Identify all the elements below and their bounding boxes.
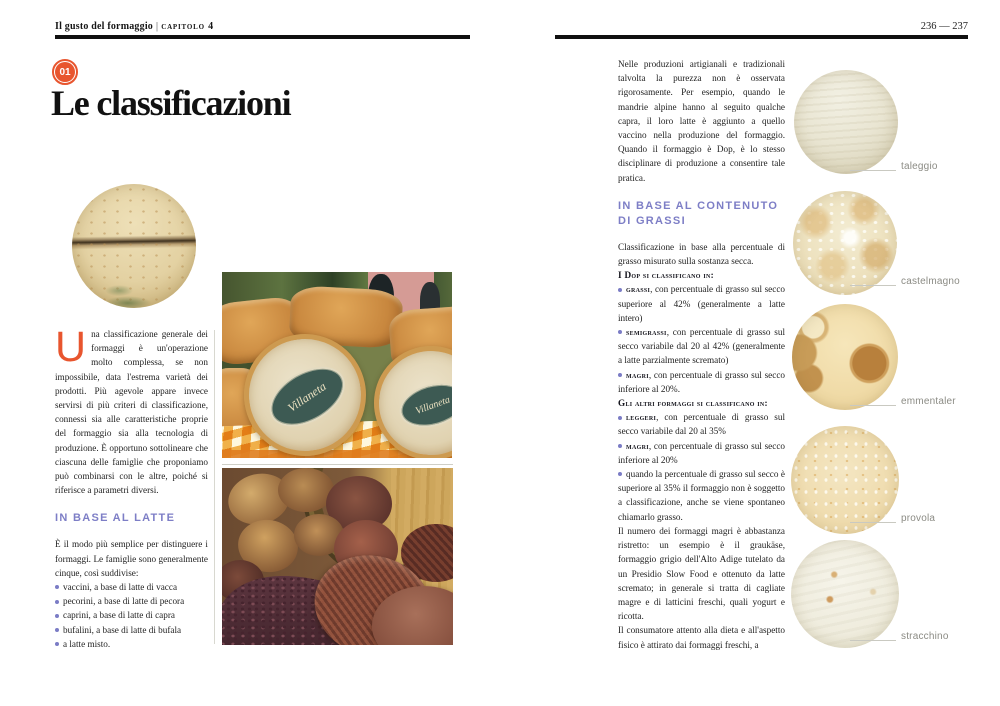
bullet-text: quando la percentuale di grasso sul secco è superiore al 35% il formaggio non è soggetto a classificazione, anche se viene spontaneo chiamarlo grasso. xyxy=(618,469,785,522)
bullet-dot xyxy=(618,416,622,420)
heading-line: IN BASE AL CONTENUTO xyxy=(618,199,779,212)
header-rule-right xyxy=(555,35,968,39)
cheese-wedge-photo xyxy=(72,184,196,308)
bullet-text: , con percentuale di grasso sul secco inferiore al 20% xyxy=(618,440,785,465)
intro-text: na classificazione generale dei formaggi è un'operazione molto complessa, se non impossibile, data l'estrema varietà dei prodotti. Più agevole appare invece servirsi di più criteri di classificazione, connessi sia alle caratteristiche proprie del formaggio sia alla tecnologia di produzione. È opportuno sottolineare che ciascuna delle famiglie che proponiamo può combinarsi con le altre, poiché si riferisce a parametri diversi. xyxy=(55,329,208,496)
cheese-photo-emmentaler xyxy=(792,304,898,410)
bullet-term: magri xyxy=(626,369,649,380)
photo-divider-hairline xyxy=(222,464,453,465)
cheese-brand-label xyxy=(394,376,452,435)
bullet-term: leggeri xyxy=(626,412,657,423)
milk-lead-paragraph: È il modo più semplice per distinguere i formaggi. Le famiglie sono generalmente cinque, così suddivise: xyxy=(55,539,208,578)
bullet-item xyxy=(618,368,785,396)
bullet-term: magri xyxy=(626,440,649,451)
bullet-text: bufalini, a base di latte di bufala xyxy=(63,624,182,635)
caption-text: provola xyxy=(901,513,936,524)
caption-emmentaler xyxy=(850,396,956,407)
other-classification-intro: Gli altri formaggi si classificano in: xyxy=(618,398,768,409)
cheese-brand-text: Villaneta xyxy=(414,393,452,417)
bullet-dot xyxy=(618,444,622,448)
column-divider-rule xyxy=(214,330,215,644)
bullet-dot xyxy=(55,628,59,632)
caption-text: castelmagno xyxy=(901,276,960,287)
section-number: 01 xyxy=(55,62,75,82)
header-rule-left xyxy=(55,35,470,39)
paragraph: Il numero dei formaggi magri è abbastanza ristretto: un esempio è il graukäse, formaggio grigio dell'Alto Adige tutelato da un Presidio Slow Food e ottenuto da latte scremato; in generale si tratta di cagliate magre e di latticini freschi, quali yogurt e ricotta. xyxy=(618,525,785,622)
bullet-dot xyxy=(618,472,622,476)
bullet-dot xyxy=(55,614,59,618)
wine-cheese-basket-photo xyxy=(222,468,453,645)
bullet-text: pecorini, a base di latte di pecora xyxy=(63,596,185,607)
right-text-column xyxy=(618,57,785,652)
intro-paragraph xyxy=(55,323,208,497)
header-separator: | xyxy=(156,21,159,32)
bullet-term: grassi xyxy=(626,284,651,295)
page-header-left xyxy=(55,21,214,32)
bullet-item xyxy=(55,594,208,608)
caption-line xyxy=(850,522,896,523)
bullet-dot xyxy=(55,585,59,589)
caption-taleggio xyxy=(850,161,938,172)
paragraph: Il consumatore attento alla dieta e all'aspetto fisico è attirato dai formaggi freschi, a xyxy=(618,625,785,650)
section-heading-milk: IN BASE AL LATTE xyxy=(55,512,176,525)
fat-lead-paragraph: Classificazione in base alla percentuale di grasso misurato sulla sostanza secca. xyxy=(618,241,785,267)
bullet-dot xyxy=(618,288,622,292)
caption-provola xyxy=(850,513,935,524)
caption-line xyxy=(850,285,896,286)
bullet-item xyxy=(618,467,785,524)
bullet-dot xyxy=(55,642,59,646)
bullet-item xyxy=(618,410,785,438)
bullet-text: , con percentuale di grasso sul secco variabile dal 20 al 42% (generalmente a latte parzialmente scremato) xyxy=(618,327,785,366)
chapter-label: capitolo 4 xyxy=(161,21,214,32)
caption-text: taleggio xyxy=(901,161,938,172)
book-title: Il gusto del formaggio xyxy=(55,21,154,32)
bullet-text: , con percentuale di grasso sul secco variabile dal 20 al 35% xyxy=(618,412,785,437)
caption-stracchino xyxy=(850,631,949,642)
page-title: Le classificazioni xyxy=(51,83,291,123)
caption-castelmagno xyxy=(850,276,960,287)
section-heading-fat xyxy=(618,199,785,229)
bullet-dot xyxy=(618,373,622,377)
bullet-text: , con percentuale di grasso sul secco superiore al 42% (generalmente a latte intero) xyxy=(618,284,785,323)
cheese-brand-text: Villaneta xyxy=(285,378,329,415)
caption-text: emmentaler xyxy=(901,396,956,407)
bullet-text: a latte misto. xyxy=(63,638,111,649)
bullet-dot xyxy=(55,600,59,604)
dop-classification-intro: I Dop si classificano in: xyxy=(618,270,714,281)
left-text-column xyxy=(55,323,208,651)
bullet-item xyxy=(55,608,208,622)
caption-line xyxy=(850,640,896,641)
cheese-market-photo xyxy=(222,272,452,458)
bullet-text: , con percentuale di grasso sul secco inferiore al 20%. xyxy=(618,369,785,394)
bullet-item xyxy=(618,282,785,325)
bullet-item xyxy=(55,637,208,651)
bullet-item xyxy=(55,580,208,594)
bullet-term: semigrassi xyxy=(626,327,667,338)
heading-line: DI GRASSI xyxy=(618,214,686,227)
bullet-text: vaccini, a base di latte di vacca xyxy=(63,582,178,593)
paragraph: Nelle produzioni artigianali e tradizionali talvolta la purezza non è osservata rigorosamente. Per esempio, quando le mandrie alpine hanno al seguito qualche capra, il loro latte è aggiunto a quello vaccino nella produzione del formaggio. Quando il formaggio è Dop, è lo stesso disciplinare di produzione a consentire tale pratica. xyxy=(618,59,785,183)
cheese-photo-taleggio xyxy=(794,70,898,174)
cheese-brand-label xyxy=(259,355,355,439)
drop-cap: U xyxy=(55,323,87,371)
bullet-item xyxy=(55,623,208,637)
caption-text: stracchino xyxy=(901,631,949,642)
folio-page-numbers: 236 — 237 xyxy=(920,21,968,32)
caption-line xyxy=(850,405,896,406)
bullet-dot xyxy=(618,330,622,334)
bullet-text: caprini, a base di latte di capra xyxy=(63,610,175,621)
bullet-item xyxy=(618,439,785,467)
caption-line xyxy=(850,170,896,171)
bullet-item xyxy=(618,325,785,368)
